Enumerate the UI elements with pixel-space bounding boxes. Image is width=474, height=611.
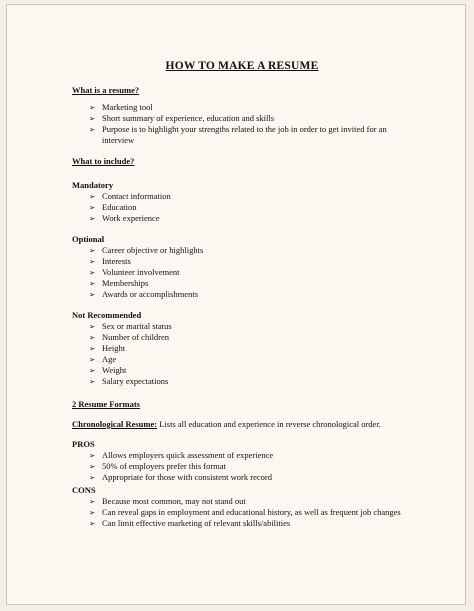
document-content <box>72 61 412 539</box>
list-item-text: Appropriate for those with consistent work record <box>102 472 272 482</box>
diamond-arrow-bullet-icon: ➢ <box>89 473 96 482</box>
list-item <box>72 376 412 387</box>
list-not-recommended <box>72 321 412 387</box>
list-item-text: Can limit effective marketing of relevant skills/abilities <box>102 518 291 528</box>
diamond-arrow-bullet-icon: ➢ <box>89 508 96 517</box>
list-item-text: Salary expectations <box>102 376 169 386</box>
list-item <box>72 496 412 507</box>
diamond-arrow-bullet-icon: ➢ <box>89 377 96 386</box>
diamond-arrow-bullet-icon: ➢ <box>89 366 96 375</box>
list-pros <box>72 450 412 483</box>
list-item <box>72 213 412 224</box>
section-heading-cons: CONS <box>72 485 96 495</box>
diamond-arrow-bullet-icon: ➢ <box>89 322 96 331</box>
document-page <box>6 4 466 605</box>
list-item-text: Allows employers quick assessment of experience <box>102 450 274 460</box>
list-item-text: Work experience <box>102 213 160 223</box>
list-mandatory <box>72 191 412 224</box>
list-item <box>72 202 412 213</box>
list-item-text: Career objective or highlights <box>102 245 204 255</box>
list-item <box>72 191 412 202</box>
list-item <box>72 124 412 146</box>
list-item <box>72 343 412 354</box>
list-item-text: Age <box>102 354 117 364</box>
chronological-paragraph <box>72 419 412 430</box>
diamond-arrow-bullet-icon: ➢ <box>89 114 96 123</box>
chronological-text: Lists all education and experience in reverse chronological order. <box>157 419 381 429</box>
section-heading-what-to-include: What to include? <box>72 156 135 166</box>
list-item-text: 50% of employers prefer this format <box>102 461 226 471</box>
list-item <box>72 507 412 518</box>
list-item <box>72 518 412 529</box>
diamond-arrow-bullet-icon: ➢ <box>89 268 96 277</box>
list-item <box>72 365 412 376</box>
diamond-arrow-bullet-icon: ➢ <box>89 451 96 460</box>
list-item <box>72 102 412 113</box>
list-item-text: Purpose is to highlight your strengths related to the job in order to get invited for an interview <box>102 124 387 145</box>
list-item <box>72 450 412 461</box>
list-item <box>72 245 412 256</box>
list-item <box>72 289 412 300</box>
chronological-lead: Chronological Resume: <box>72 419 158 429</box>
list-item <box>72 256 412 267</box>
section-heading-optional: Optional <box>72 234 105 244</box>
diamond-arrow-bullet-icon: ➢ <box>89 214 96 223</box>
list-item <box>72 472 412 483</box>
diamond-arrow-bullet-icon: ➢ <box>89 257 96 266</box>
diamond-arrow-bullet-icon: ➢ <box>89 279 96 288</box>
section-heading-not-recommended: Not Recommended <box>72 310 142 320</box>
list-item <box>72 321 412 332</box>
list-item-text: Sex or marital status <box>102 321 172 331</box>
list-item-text: Because most common, may not stand out <box>102 496 246 506</box>
section-heading-mandatory: Mandatory <box>72 180 114 190</box>
diamond-arrow-bullet-icon: ➢ <box>89 462 96 471</box>
diamond-arrow-bullet-icon: ➢ <box>89 246 96 255</box>
list-item-text: Interests <box>102 256 131 266</box>
list-optional <box>72 245 412 300</box>
document-title: HOW TO MAKE A RESUME <box>165 60 319 72</box>
list-item-text: Short summary of experience, education and skills <box>102 113 275 123</box>
diamond-arrow-bullet-icon: ➢ <box>89 519 96 528</box>
list-item-text: Weight <box>102 365 127 375</box>
list-item-text: Can reveal gaps in employment and educational history, as well as frequent job changes <box>102 507 401 517</box>
list-item-text: Memberships <box>102 278 149 288</box>
diamond-arrow-bullet-icon: ➢ <box>89 290 96 299</box>
section-heading-what-is: What is a resume? <box>72 85 140 95</box>
list-item-text: Education <box>102 202 137 212</box>
list-item-text: Volunteer involvement <box>102 267 180 277</box>
list-item <box>72 278 412 289</box>
list-item-text: Marketing tool <box>102 102 153 112</box>
list-item <box>72 354 412 365</box>
list-item <box>72 113 412 124</box>
section-heading-formats: 2 Resume Formats <box>72 399 140 409</box>
list-what-is <box>72 102 412 146</box>
list-item <box>72 332 412 343</box>
diamond-arrow-bullet-icon: ➢ <box>89 103 96 112</box>
list-item <box>72 267 412 278</box>
diamond-arrow-bullet-icon: ➢ <box>89 355 96 364</box>
list-item-text: Awards or accomplishments <box>102 289 199 299</box>
list-item-text: Number of children <box>102 332 170 342</box>
list-cons <box>72 496 412 529</box>
diamond-arrow-bullet-icon: ➢ <box>89 192 96 201</box>
diamond-arrow-bullet-icon: ➢ <box>89 125 96 134</box>
diamond-arrow-bullet-icon: ➢ <box>89 497 96 506</box>
section-heading-pros: PROS <box>72 439 95 449</box>
diamond-arrow-bullet-icon: ➢ <box>89 344 96 353</box>
list-item <box>72 461 412 472</box>
diamond-arrow-bullet-icon: ➢ <box>89 333 96 342</box>
list-item-text: Height <box>102 343 126 353</box>
list-item-text: Contact information <box>102 191 171 201</box>
diamond-arrow-bullet-icon: ➢ <box>89 203 96 212</box>
